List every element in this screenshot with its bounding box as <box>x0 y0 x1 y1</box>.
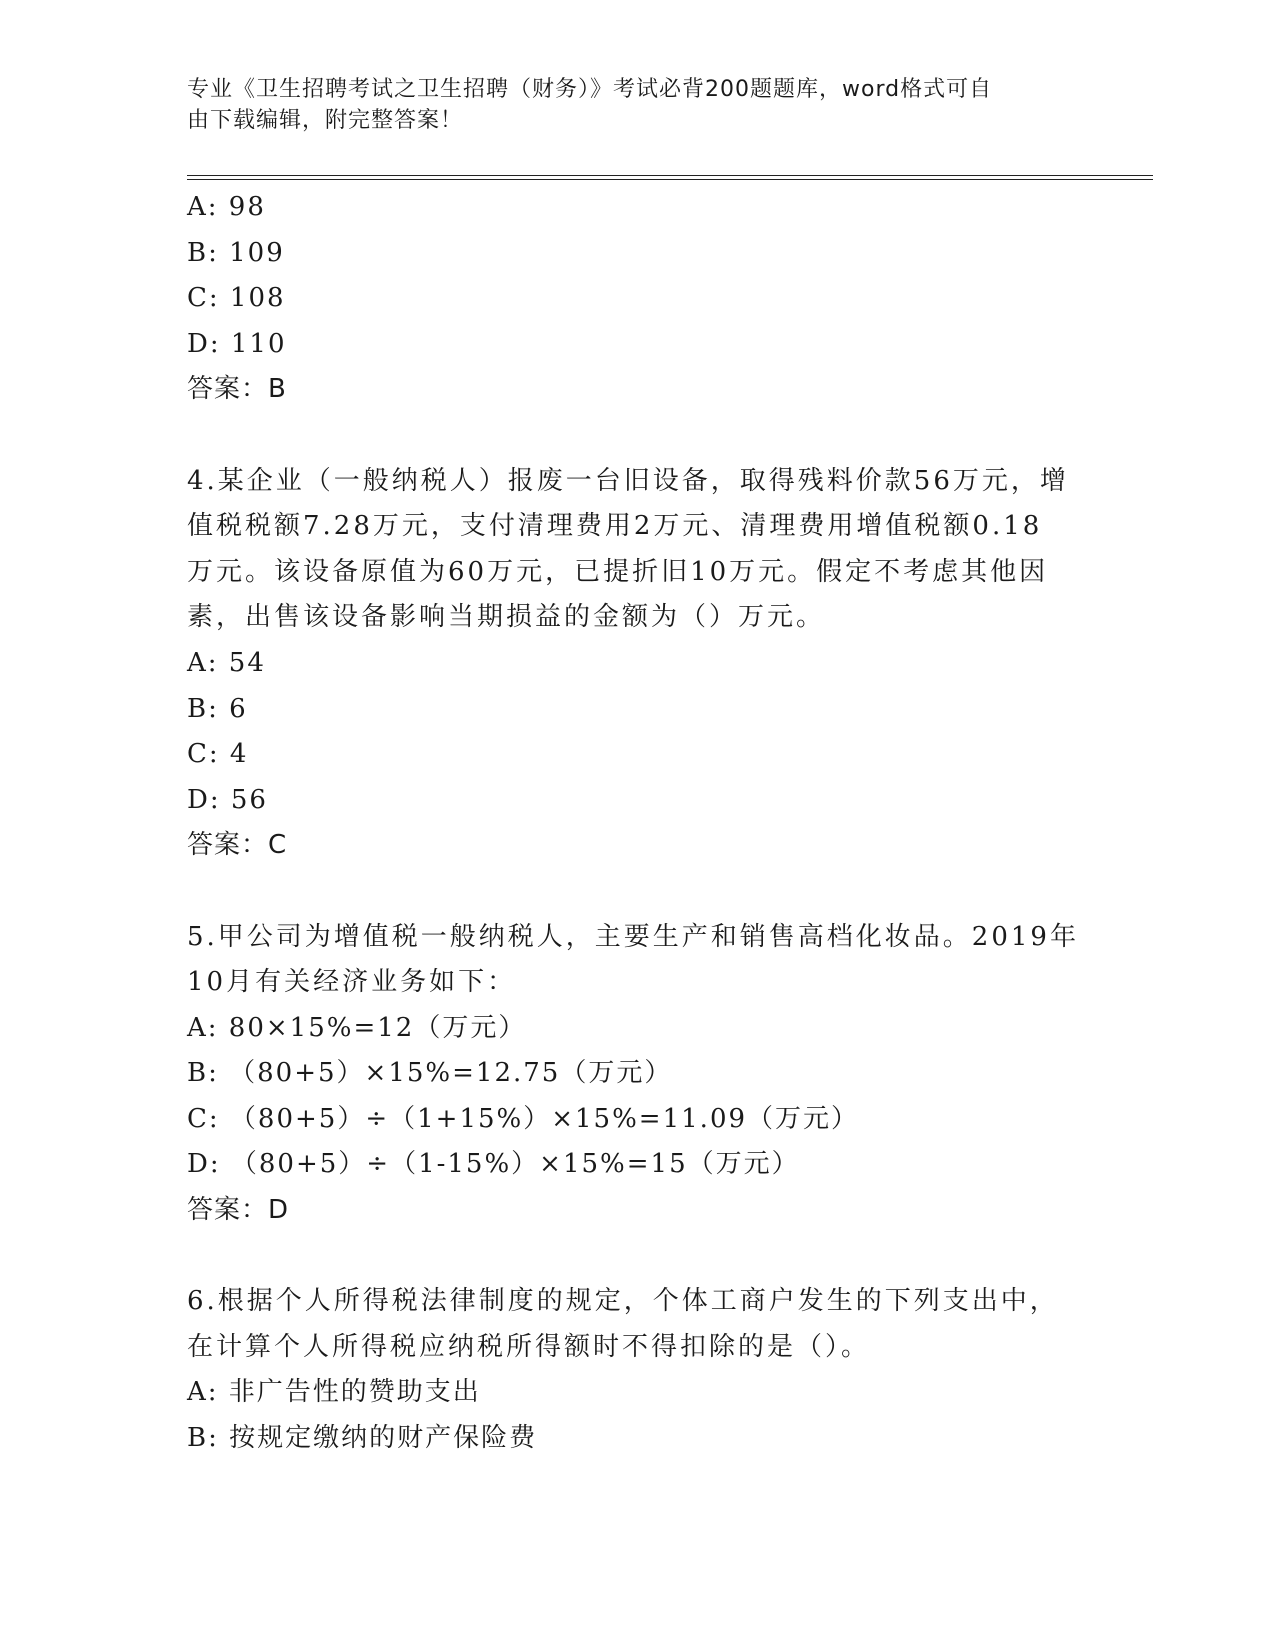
header-divider-bottom <box>187 179 1153 180</box>
option-a: A: 98 <box>187 192 266 222</box>
option-d: D: （80+5）÷（1-15%）×15%=15（万元） <box>187 1149 800 1180</box>
stem-line: 值税税额7.28万元，支付清理费用2万元、清理费用增值税额0.18 <box>187 511 1043 542</box>
option-c: C: 4 <box>187 739 249 770</box>
option-d: D: 110 <box>187 328 287 359</box>
question-4 <box>187 459 1087 869</box>
option-b: B: （80+5）×15%=12.75（万元） <box>187 1058 673 1089</box>
header-line-1: 专业《卫生招聘考试之卫生招聘（财务）》考试必背200题题库，word格式可自 <box>187 77 993 102</box>
answer: 答案：C <box>187 830 288 861</box>
question-6 <box>187 1279 1087 1461</box>
option-c: C: 108 <box>187 283 286 314</box>
document-header <box>187 74 1067 136</box>
option-b: B: 6 <box>187 693 248 724</box>
question-stem <box>187 915 1087 1006</box>
option-d: D: 56 <box>187 784 268 815</box>
option-a: A: 80×15%=12（万元） <box>187 1012 527 1043</box>
stem-line: 素，出售该设备影响当期损益的金额为（）万元。 <box>187 602 826 633</box>
question-3 <box>187 185 1087 413</box>
option-b: B: 按规定缴纳的财产保险费 <box>187 1423 538 1454</box>
stem-line: 5.甲公司为增值税一般纳税人，主要生产和销售高档化妆品。2019年 <box>187 921 1079 952</box>
spacer <box>187 869 1087 915</box>
option-c: C: （80+5）÷（1+15%）×15%=11.09（万元） <box>187 1103 860 1134</box>
question-list <box>187 185 1087 1462</box>
question-stem <box>187 459 1087 641</box>
option-a: A: 非广告性的赞助支出 <box>187 1377 481 1408</box>
stem-line: 在计算个人所得税应纳税所得额时不得扣除的是（）。 <box>187 1331 871 1362</box>
question-stem <box>187 1279 1087 1370</box>
option-a: A: 54 <box>187 647 266 678</box>
spacer <box>187 413 1087 459</box>
answer: 答案：B <box>187 374 287 405</box>
option-b: B: 109 <box>187 237 285 268</box>
stem-line: 万元。该设备原值为60万元，已提折旧10万元。假定不考虑其他因 <box>187 556 1049 587</box>
answer: 答案：D <box>187 1195 290 1226</box>
stem-line: 6.根据个人所得税法律制度的规定，个体工商户发生的下列支出中， <box>187 1286 1059 1317</box>
stem-line: 4.某企业（一般纳税人）报废一台旧设备，取得残料价款56万元，增 <box>187 465 1069 496</box>
spacer <box>187 1234 1087 1280</box>
question-5 <box>187 915 1087 1234</box>
stem-line: 10月有关经济业务如下： <box>187 967 517 998</box>
header-line-2: 由下载编辑，附完整答案！ <box>187 108 464 133</box>
header-divider-top <box>187 175 1153 176</box>
